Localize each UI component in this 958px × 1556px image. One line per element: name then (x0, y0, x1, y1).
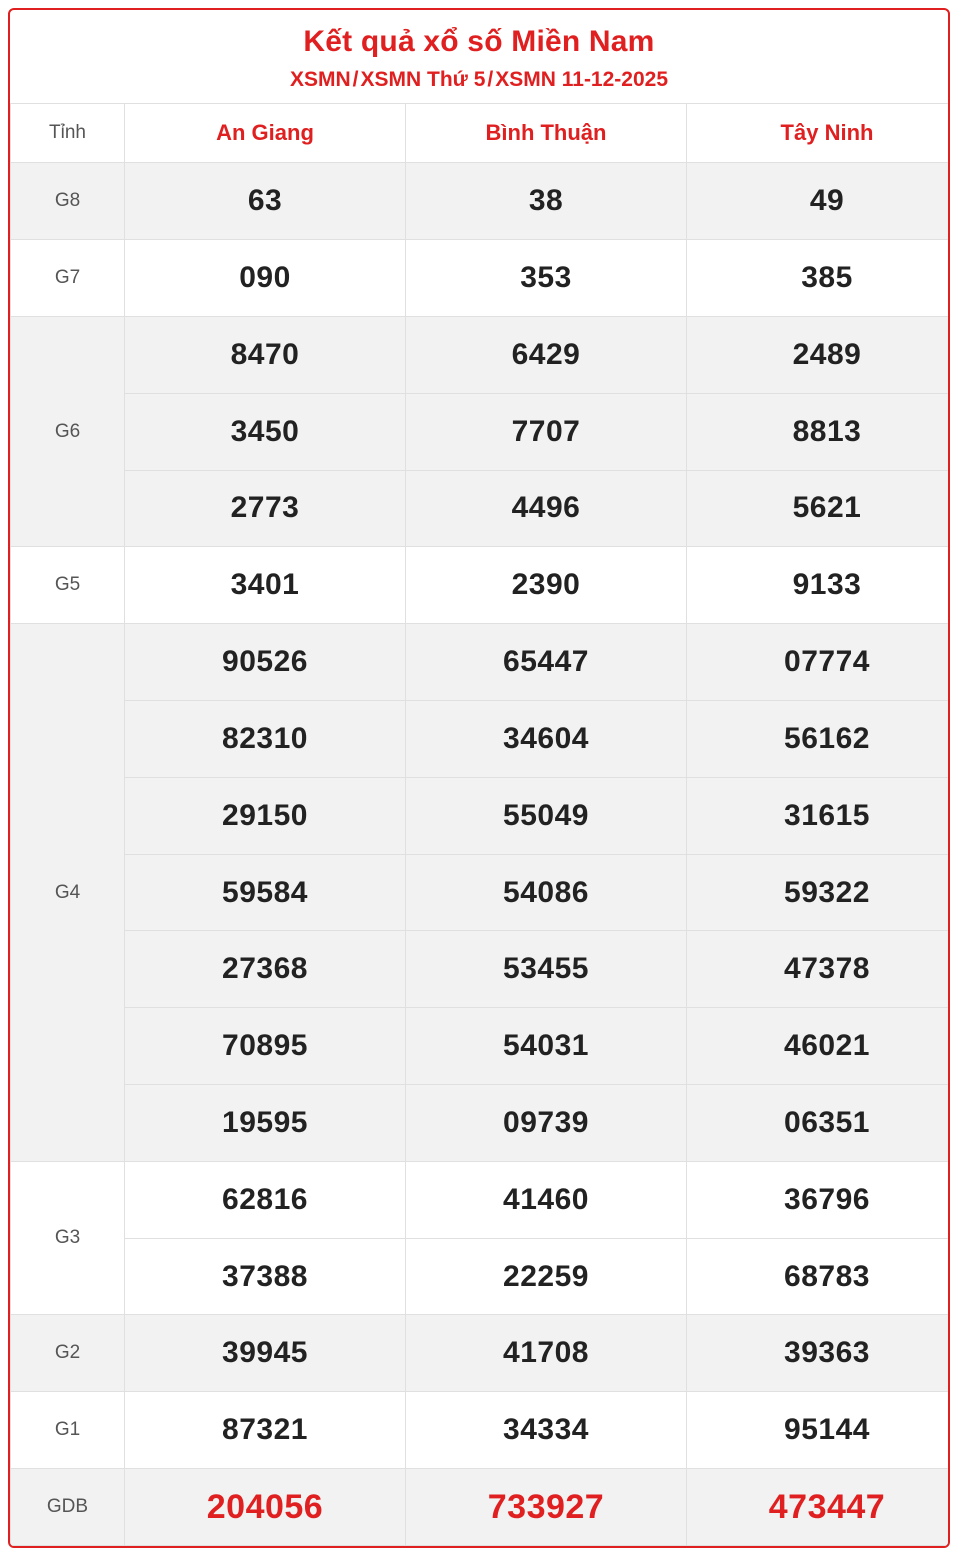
table-row (11, 316, 951, 393)
breadcrumb-item-day[interactable]: XSMN Thứ 5 (360, 68, 486, 91)
prize-number: 54031 (406, 1008, 687, 1085)
prize-number: 49 (687, 163, 951, 240)
table-row (11, 1008, 951, 1085)
prize-label-gdb: GDB (11, 1469, 125, 1546)
prize-number: 090 (125, 240, 406, 317)
results-table (10, 103, 950, 1546)
breadcrumb (20, 66, 938, 93)
prize-number: 37388 (125, 1238, 406, 1315)
prize-number: 41708 (406, 1315, 687, 1392)
prize-number: 46021 (687, 1008, 951, 1085)
prize-number: 31615 (687, 777, 951, 854)
prize-number: 5621 (687, 470, 951, 547)
prize-number: 06351 (687, 1085, 951, 1162)
breadcrumb-separator-1: / (352, 68, 359, 91)
prize-number: 07774 (687, 624, 951, 701)
jackpot-number: 733927 (406, 1469, 687, 1546)
prize-label-g8: G8 (11, 163, 125, 240)
prize-number: 53455 (406, 931, 687, 1008)
table-body (11, 163, 951, 1546)
prize-number: 385 (687, 240, 951, 317)
prize-label-g3: G3 (11, 1161, 125, 1315)
table-row (11, 1238, 951, 1315)
table-row-gdb (11, 1469, 951, 1546)
table-row (11, 700, 951, 777)
breadcrumb-item-date[interactable]: XSMN 11-12-2025 (495, 68, 669, 91)
table-row (11, 163, 951, 240)
table-row (11, 777, 951, 854)
prize-number: 34604 (406, 700, 687, 777)
column-header-tay-ninh: Tây Ninh (687, 104, 951, 163)
prize-label-g1: G1 (11, 1392, 125, 1469)
prize-number: 59584 (125, 854, 406, 931)
prize-number: 39363 (687, 1315, 951, 1392)
prize-number: 55049 (406, 777, 687, 854)
table-row (11, 624, 951, 701)
table-row (11, 547, 951, 624)
table-row (11, 854, 951, 931)
prize-number: 3450 (125, 393, 406, 470)
prize-number: 2773 (125, 470, 406, 547)
prize-number: 70895 (125, 1008, 406, 1085)
prize-number: 59322 (687, 854, 951, 931)
prize-number: 353 (406, 240, 687, 317)
prize-number: 90526 (125, 624, 406, 701)
prize-number: 2390 (406, 547, 687, 624)
prize-number: 7707 (406, 393, 687, 470)
table-row (11, 1161, 951, 1238)
prize-number: 38 (406, 163, 687, 240)
lottery-result-card (8, 8, 950, 1548)
table-row (11, 470, 951, 547)
prize-number: 39945 (125, 1315, 406, 1392)
prize-number: 3401 (125, 547, 406, 624)
prize-label-g4: G4 (11, 624, 125, 1162)
table-row (11, 931, 951, 1008)
prize-label-g7: G7 (11, 240, 125, 317)
prize-number: 8813 (687, 393, 951, 470)
breadcrumb-separator-2: / (487, 68, 494, 91)
prize-number: 63 (125, 163, 406, 240)
prize-label-g6: G6 (11, 316, 125, 546)
prize-number: 27368 (125, 931, 406, 1008)
prize-number: 54086 (406, 854, 687, 931)
prize-label-g2: G2 (11, 1315, 125, 1392)
jackpot-number: 473447 (687, 1469, 951, 1546)
prize-number: 2489 (687, 316, 951, 393)
column-header-tinh: Tỉnh (11, 104, 125, 163)
table-row (11, 393, 951, 470)
column-header-an-giang: An Giang (125, 104, 406, 163)
table-row (11, 1392, 951, 1469)
prize-number: 82310 (125, 700, 406, 777)
prize-number: 22259 (406, 1238, 687, 1315)
table-header (11, 104, 951, 163)
prize-number: 68783 (687, 1238, 951, 1315)
column-header-binh-thuan: Bình Thuận (406, 104, 687, 163)
table-header-row (11, 104, 951, 163)
table-row (11, 1085, 951, 1162)
prize-number: 62816 (125, 1161, 406, 1238)
card-header (10, 10, 948, 103)
prize-number: 36796 (687, 1161, 951, 1238)
page-title: Kết quả xổ số Miền Nam (303, 25, 655, 58)
prize-number: 34334 (406, 1392, 687, 1469)
prize-number: 6429 (406, 316, 687, 393)
prize-number: 41460 (406, 1161, 687, 1238)
jackpot-number: 204056 (125, 1469, 406, 1546)
prize-number: 29150 (125, 777, 406, 854)
prize-number: 47378 (687, 931, 951, 1008)
prize-number: 56162 (687, 700, 951, 777)
prize-number: 95144 (687, 1392, 951, 1469)
table-row (11, 240, 951, 317)
prize-number: 8470 (125, 316, 406, 393)
prize-number: 87321 (125, 1392, 406, 1469)
table-row (11, 1315, 951, 1392)
prize-number: 09739 (406, 1085, 687, 1162)
prize-number: 4496 (406, 470, 687, 547)
prize-number: 19595 (125, 1085, 406, 1162)
breadcrumb-item-xsmn[interactable]: XSMN (289, 68, 351, 91)
prize-number: 65447 (406, 624, 687, 701)
prize-number: 9133 (687, 547, 951, 624)
prize-label-g5: G5 (11, 547, 125, 624)
